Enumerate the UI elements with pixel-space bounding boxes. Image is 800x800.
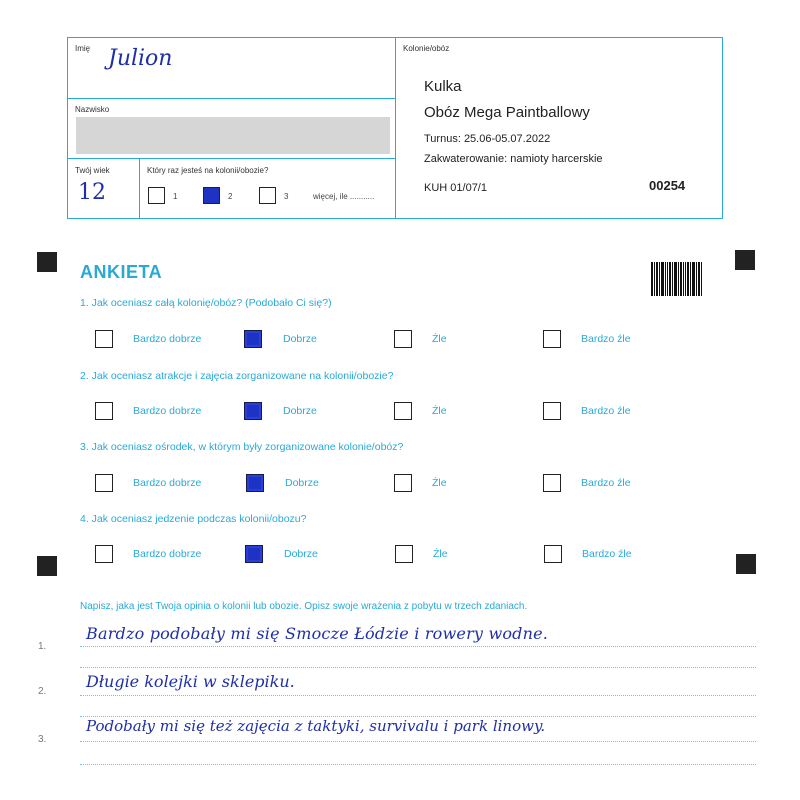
header-divider-2	[67, 158, 396, 159]
zakwaterowanie: Zakwaterowanie: namioty harcerskie	[424, 153, 603, 165]
q4-label-bardzo-dobrze: Bardzo dobrze	[133, 548, 202, 560]
registration-marker-bl	[37, 556, 57, 576]
answer-3-line-b	[80, 764, 756, 765]
q3-label-bardzo-zle: Bardzo źle	[581, 477, 631, 489]
q4-option-bardzo-zle[interactable]	[544, 545, 562, 563]
visit-2-label: 2	[228, 192, 233, 201]
imie-label: Imię	[75, 44, 91, 53]
q1-option-zle[interactable]	[394, 330, 412, 348]
survey-title: ANKIETA	[80, 262, 163, 282]
visit-3-label: 3	[284, 192, 289, 201]
answer-2-number: 2.	[38, 686, 47, 697]
answer-3-number: 3.	[38, 734, 47, 745]
answer-3-text[interactable]: Podobały mi się też zajęcia z taktyki, survivalu i park linowy.	[86, 717, 546, 735]
visit-2-checkbox[interactable]	[203, 187, 220, 204]
q3-label-zle: Źle	[432, 477, 447, 489]
q2-label-bardzo-zle: Bardzo źle	[581, 405, 631, 417]
q3-option-bardzo-zle[interactable]	[543, 474, 561, 492]
answer-3-line-a	[80, 741, 756, 742]
answer-2-line-a	[80, 695, 756, 696]
question-3: 3. Jak oceniasz ośrodek, w którym były zorganizowane kolonie/obóz?	[80, 441, 404, 453]
q4-label-dobrze: Dobrze	[284, 548, 318, 560]
wiek-value: 12	[78, 180, 106, 205]
question-2: 2. Jak oceniasz atrakcje i zajęcia zorganizowane na kolonii/obozie?	[80, 370, 394, 382]
answer-1-line-b	[80, 667, 756, 668]
wiecej-label: więcej, ile ...........	[313, 192, 375, 201]
answer-1-line-a	[80, 646, 756, 647]
answer-2-text[interactable]: Długie kolejki w sklepiku.	[86, 672, 295, 691]
header-divider-1	[67, 98, 396, 99]
q3-option-bardzo-dobrze[interactable]	[95, 474, 113, 492]
q2-option-bardzo-zle[interactable]	[543, 402, 561, 420]
q3-option-zle[interactable]	[394, 474, 412, 492]
question-1: 1. Jak oceniasz całą kolonię/obóz? (Podobało Ci się?)	[80, 297, 332, 309]
visit-1-checkbox[interactable]	[148, 187, 165, 204]
q4-label-bardzo-zle: Bardzo źle	[582, 548, 632, 560]
header-divider-3	[139, 158, 140, 218]
q2-option-zle[interactable]	[394, 402, 412, 420]
q4-option-bardzo-dobrze[interactable]	[95, 545, 113, 563]
q1-label-dobrze: Dobrze	[283, 333, 317, 345]
q1-option-bardzo-zle[interactable]	[543, 330, 561, 348]
opinion-prompt: Napisz, jaka jest Twoja opinia o kolonii lub obozie. Opisz swoje wrażenia z pobytu w trzech zdaniach.	[80, 601, 528, 612]
registration-marker-br	[736, 554, 756, 574]
answer-1-text[interactable]: Bardzo podobały mi się Smocze Łódzie i rowery wodne.	[86, 624, 549, 643]
camp-title: Obóz Mega Paintballowy	[424, 104, 590, 121]
registration-marker-tr	[735, 250, 755, 270]
q2-label-zle: Źle	[432, 405, 447, 417]
wiek-label: Twój wiek	[75, 166, 110, 175]
barcode-icon	[651, 262, 705, 296]
q3-label-bardzo-dobrze: Bardzo dobrze	[133, 477, 202, 489]
form-number: 00254	[649, 178, 686, 193]
q1-label-bardzo-zle: Bardzo źle	[581, 333, 631, 345]
q3-option-dobrze[interactable]	[246, 474, 264, 492]
q1-option-bardzo-dobrze[interactable]	[95, 330, 113, 348]
q4-option-dobrze[interactable]	[245, 545, 263, 563]
camp-code: KUH 01/07/1	[424, 182, 487, 194]
q3-label-dobrze: Dobrze	[285, 477, 319, 489]
registration-marker-tl	[37, 252, 57, 272]
q2-option-dobrze[interactable]	[244, 402, 262, 420]
q2-label-dobrze: Dobrze	[283, 405, 317, 417]
camp-name: Kulka	[424, 78, 462, 95]
q1-label-bardzo-dobrze: Bardzo dobrze	[133, 333, 202, 345]
q4-label-zle: Źle	[433, 548, 448, 560]
q2-option-bardzo-dobrze[interactable]	[95, 402, 113, 420]
nazwisko-label: Nazwisko	[75, 105, 110, 114]
q2-label-bardzo-dobrze: Bardzo dobrze	[133, 405, 202, 417]
turnus: Turnus: 25.06-05.07.2022	[424, 133, 551, 145]
visit-1-label: 1	[173, 192, 178, 201]
q1-option-dobrze[interactable]	[244, 330, 262, 348]
imie-value: Julion	[108, 46, 173, 71]
nazwisko-redacted	[76, 117, 390, 154]
q1-label-zle: Źle	[432, 333, 447, 345]
visit-3-checkbox[interactable]	[259, 187, 276, 204]
answer-1-number: 1.	[38, 641, 47, 652]
q4-option-zle[interactable]	[395, 545, 413, 563]
ktory-raz-label: Który raz jesteś na kolonii/obozie?	[147, 166, 269, 175]
header-divider-vertical	[395, 37, 396, 218]
question-4: 4. Jak oceniasz jedzenie podczas kolonii/obozu?	[80, 513, 307, 525]
kolonia-label: Kolonie/obóz	[403, 44, 450, 53]
